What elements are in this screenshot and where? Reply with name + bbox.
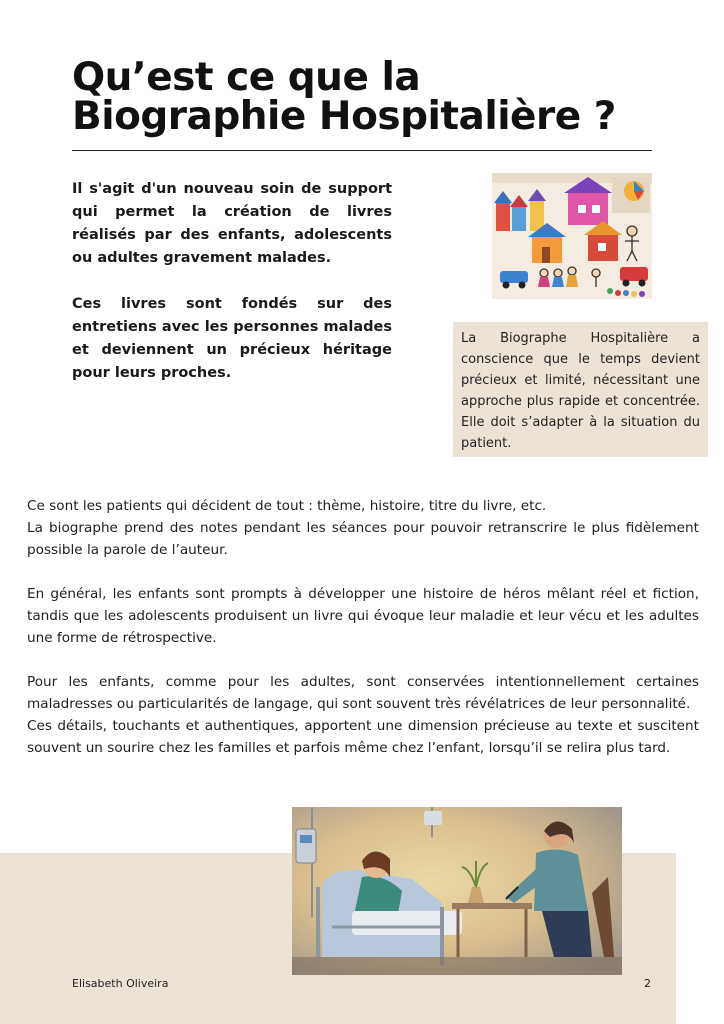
intro-paragraph-1: Il s'agit d'un nouveau soin de support qui permet la création de livres réalisés par des enfants, adolescents ou adultes gravement malades. [72, 181, 392, 266]
body-text [27, 495, 699, 759]
body-paragraph-3 [27, 671, 699, 759]
title-divider [72, 150, 652, 151]
page-title-line-2: Biographie Hospitalière ? [72, 94, 616, 139]
children-drawings-illustration [492, 173, 652, 299]
body-paragraph-1-line-1: Ce sont les patients qui décident de tout : thème, histoire, titre du livre, etc. [27, 498, 547, 514]
body-paragraph-2-text: En général, les enfants sont prompts à développer une histoire de héros mêlant réel et fiction, tandis que les adolescents produisent un livre qui évoque leur maladie et leur vécu et les adultes une forme de rétrospective. [27, 586, 699, 646]
intro-section [72, 178, 392, 385]
footer-author: Elisabeth Oliveira [72, 977, 169, 990]
note-box [453, 322, 708, 457]
hospital-bedside-illustration [292, 807, 622, 975]
page-number: 2 [644, 977, 651, 990]
note-box-text: La Biographe Hospitalière a conscience que le temps devient précieux et limité, nécessitant une approche plus rapide et concentrée. Elle doit s’adapter à la situation du patient. [461, 331, 700, 451]
body-paragraph-2 [27, 583, 699, 649]
body-paragraph-1-line-2: La biographe prend des notes pendant les séances pour pouvoir retranscrire le plus fidèlement possible la parole de l’auteur. [27, 520, 699, 558]
page-title-line-1: Qu’est ce que la [72, 55, 421, 100]
body-paragraph-3-line-2: Ces détails, touchants et authentiques, apportent une dimension précieuse au texte et suscitent souvent un sourire chez les familles et parfois même chez l’enfant, lorsqu’il se relira plus tard. [27, 718, 699, 756]
body-paragraph-1 [27, 495, 699, 561]
intro-paragraph-2: Ces livres sont fondés sur des entretiens avec les personnes malades et deviennent un précieux héritage pour leurs proches. [72, 296, 392, 381]
body-paragraph-3-line-1: Pour les enfants, comme pour les adultes, sont conservées intentionnellement certaines maladresses ou particularités de langage, qui sont souvent très révélatrices de leur personnalité. [27, 674, 699, 712]
page-title [72, 55, 652, 139]
